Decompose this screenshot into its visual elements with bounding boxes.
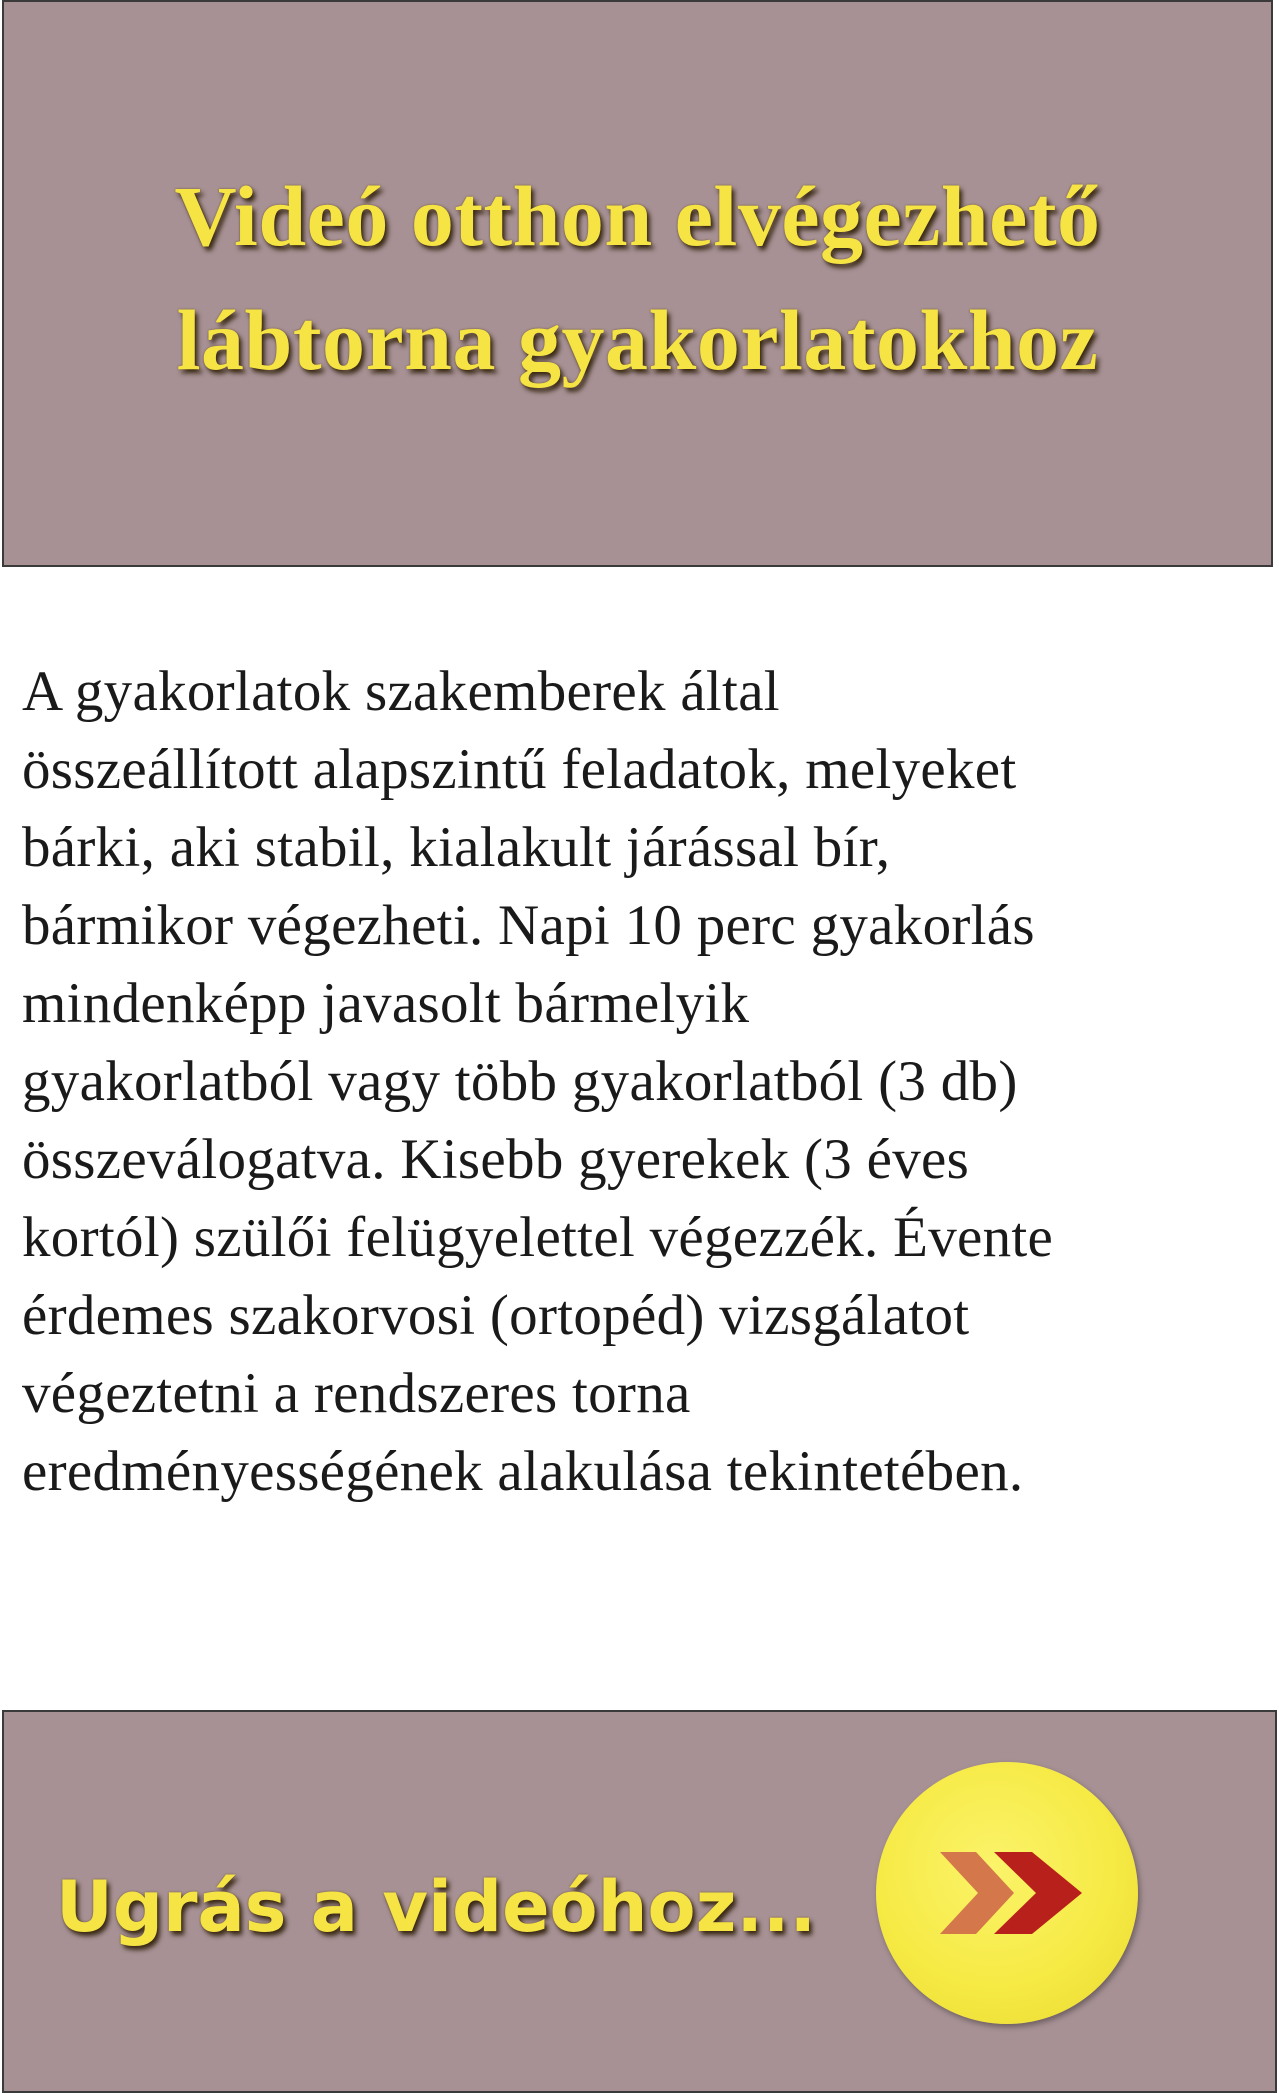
chevron-light-icon bbox=[940, 1852, 1014, 1934]
jump-to-video-label[interactable]: Ugrás a videóhoz... bbox=[56, 1866, 817, 1948]
page-title bbox=[4, 154, 1271, 402]
jump-to-video-button[interactable] bbox=[2, 1710, 1277, 2093]
description-line: bárki, aki stabil, kialakult járással bír, bbox=[22, 816, 891, 879]
description-line: összeválogatva. Kisebb gyerekek (3 éves bbox=[22, 1128, 970, 1191]
jump-to-video-circle-button[interactable] bbox=[876, 1762, 1138, 2024]
description-line: bármikor végezheti. Napi 10 perc gyakorlás bbox=[22, 894, 1035, 957]
description-line: eredményességének alakulása tekintetében. bbox=[22, 1440, 1024, 1503]
description-line: A gyakorlatok szakemberek által bbox=[22, 660, 780, 723]
description-line: végeztetni a rendszeres torna bbox=[22, 1362, 691, 1425]
description-line: gyakorlatból vagy több gyakorlatból (3 db) bbox=[22, 1050, 1018, 1113]
title-banner bbox=[2, 0, 1273, 567]
description-line: érdemes szakorvosi (ortopéd) vizsgálatot bbox=[22, 1284, 970, 1347]
description-line: összeállított alapszintű feladatok, melyeket bbox=[22, 738, 1017, 801]
double-chevron-right-icon bbox=[936, 1850, 1086, 1936]
description-line: kortól) szülői felügyelettel végezzék. Évente bbox=[22, 1206, 1054, 1269]
page-title-line-1: Videó otthon elvégezhető bbox=[174, 168, 1101, 264]
description-line: mindenképp javasolt bármelyik bbox=[22, 972, 750, 1035]
description-paragraph bbox=[22, 653, 1262, 1511]
page-title-line-2: lábtorna gyakorlatokhoz bbox=[176, 292, 1099, 388]
